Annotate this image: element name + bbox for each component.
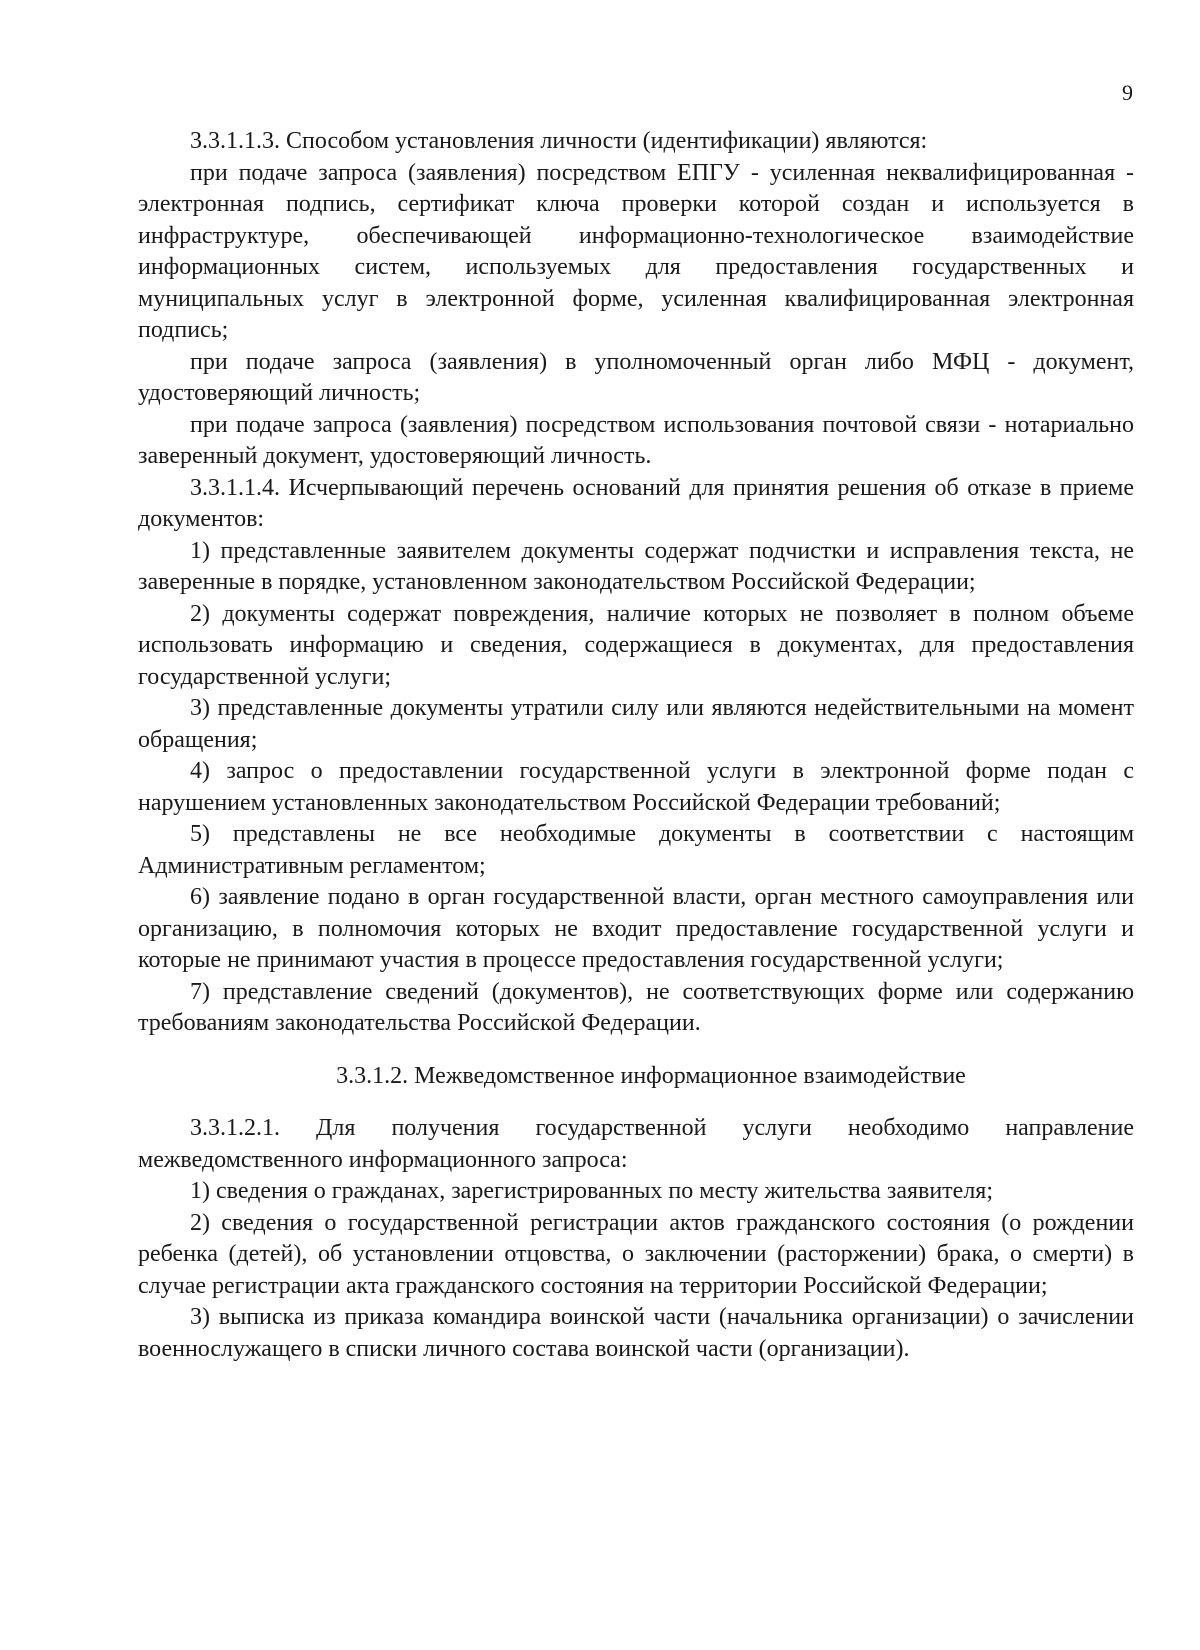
page-number: 9 [1122, 80, 1133, 105]
paragraph-refusal-grounds: 3.3.1.1.4. Исчерпывающий перечень оснований для принятия решения об отказе в приеме документов: [138, 474, 1134, 532]
request-item-2: 2) сведения о государственной регистрации актов гражданского состояния (о рождении ребенка (детей), об установлении отцовства, о заключении (расторжении) брака, о смерти) в случае регистрации акта гражданского состояния на территории Российской Федерации; [138, 1209, 1134, 1299]
document-body [138, 126, 1134, 1365]
paragraph-epgu-signature: при подаче запроса (заявления) посредством ЕПГУ - усиленная неквалифицированная - электронная подпись, сертификат ключа проверки которой создан и используется в инфраструктуре, обеспечивающей информационно-технологическое взаимодействие информационных систем, используемых для предоставления государственных и муниципальных услуг в электронной форме, усиленная квалифицированная электронная подпись; [138, 159, 1134, 343]
list-item-3: 3) представленные документы утратили силу или являются недействительными на момент обращения; [138, 695, 1134, 753]
request-item-3: 3) выписка из приказа командира воинской части (начальника организации) о зачислении военнослужащего в списки личного состава воинской части (организации). [138, 1304, 1134, 1362]
list-item-5: 5) представлены не все необходимые документы в соответствии с настоящим Административным регламентом; [138, 821, 1134, 879]
paragraph-identification-methods: 3.3.1.1.3. Способом установления личности (идентификации) являются: [190, 128, 928, 154]
list-item-7: 7) представление сведений (документов), не соответствующих форме или содержанию требованиям законодательства Российской Федерации. [138, 978, 1134, 1036]
list-item-1: 1) представленные заявителем документы содержат подчистки и исправления текста, не заверенные в порядке, установленном законодательством Российской Федерации; [138, 537, 1134, 595]
paragraph-interagency-request: 3.3.1.2.1. Для получения государственной услуги необходимо направление межведомственного информационного запроса: [138, 1115, 1134, 1173]
section-heading: 3.3.1.2. Межведомственное информационное взаимодействие [336, 1062, 966, 1089]
list-item-2: 2) документы содержат повреждения, наличие которых не позволяет в полном объеме использовать информацию и сведения, содержащиеся в документах, для предоставления государственной услуги; [138, 600, 1134, 690]
list-item-4: 4) запрос о предоставлении государственной услуги в электронной форме подан с нарушением установленных законодательством Российской Федерации требований; [138, 758, 1134, 816]
paragraph-postal-identity: при подаче запроса (заявления) посредством использования почтовой связи - нотариально заверенный документ, удостоверяющий личность. [138, 411, 1134, 469]
request-item-1: 1) сведения о гражданах, зарегистрированных по месту жительства заявителя; [190, 1178, 994, 1204]
paragraph-mfc-identity: при подаче запроса (заявления) в уполномоченный орган либо МФЦ - документ, удостоверяющий личность; [138, 348, 1134, 406]
list-item-6: 6) заявление подано в орган государственной власти, орган местного самоуправления или организацию, в полномочия которых не входит предоставление государственной услуги и которые не принимают участия в процессе предоставления государственной услуги; [138, 884, 1134, 973]
